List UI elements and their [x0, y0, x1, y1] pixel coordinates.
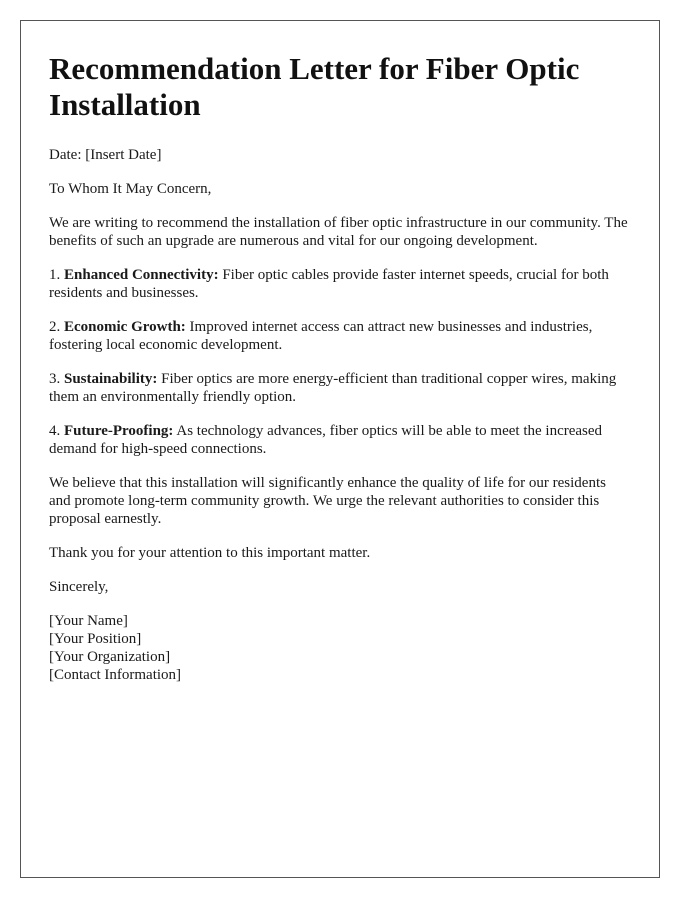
benefit-point-sustainability — [49, 370, 631, 406]
point-text: Improved internet access can attract new businesses and industries, fostering local economic development. — [49, 319, 593, 353]
point-text: Fiber optics are more energy-efficient than traditional copper wires, making them an environmentally friendly option. — [49, 371, 617, 405]
point-text: Fiber optic cables provide faster internet speeds, crucial for both residents and businesses. — [49, 267, 609, 301]
point-number: 2. — [49, 319, 64, 335]
letter-date: Date: [Insert Date] — [49, 147, 162, 163]
point-heading: Enhanced Connectivity: — [64, 267, 219, 283]
point-heading: Economic Growth: — [64, 319, 186, 335]
point-heading: Future-Proofing: — [64, 423, 174, 439]
benefit-point-connectivity — [49, 266, 631, 302]
benefit-point-economic-growth — [49, 318, 631, 354]
signature-block — [49, 612, 631, 684]
signature-name: [Your Name] — [49, 613, 128, 629]
letter-thanks: Thank you for your attention to this important matter. — [49, 545, 371, 561]
point-number: 1. — [49, 267, 64, 283]
letter-salutation: To Whom It May Concern, — [49, 181, 212, 197]
point-number: 4. — [49, 423, 64, 439]
letter-conclusion: We believe that this installation will significantly enhance the quality of life for our residents and promote long-term community growth. We urge the relevant authorities to consider this proposal earnestly. — [49, 475, 606, 527]
signature-contact: [Contact Information] — [49, 667, 182, 683]
signature-organization: [Your Organization] — [49, 649, 171, 665]
letter-page — [20, 20, 660, 878]
letter-closing: Sincerely, — [49, 579, 109, 595]
point-text: As technology advances, fiber optics will be able to meet the increased demand for high-speed connections. — [49, 423, 603, 457]
signature-position: [Your Position] — [49, 631, 142, 647]
benefit-point-future-proofing — [49, 422, 631, 458]
point-heading: Sustainability: — [64, 371, 158, 387]
letter-intro: We are writing to recommend the installation of fiber optic infrastructure in our community. The benefits of such an upgrade are numerous and vital for our ongoing development. — [49, 215, 628, 249]
letter-title: Recommendation Letter for Fiber Optic Installation — [49, 51, 580, 122]
point-number: 3. — [49, 371, 64, 387]
